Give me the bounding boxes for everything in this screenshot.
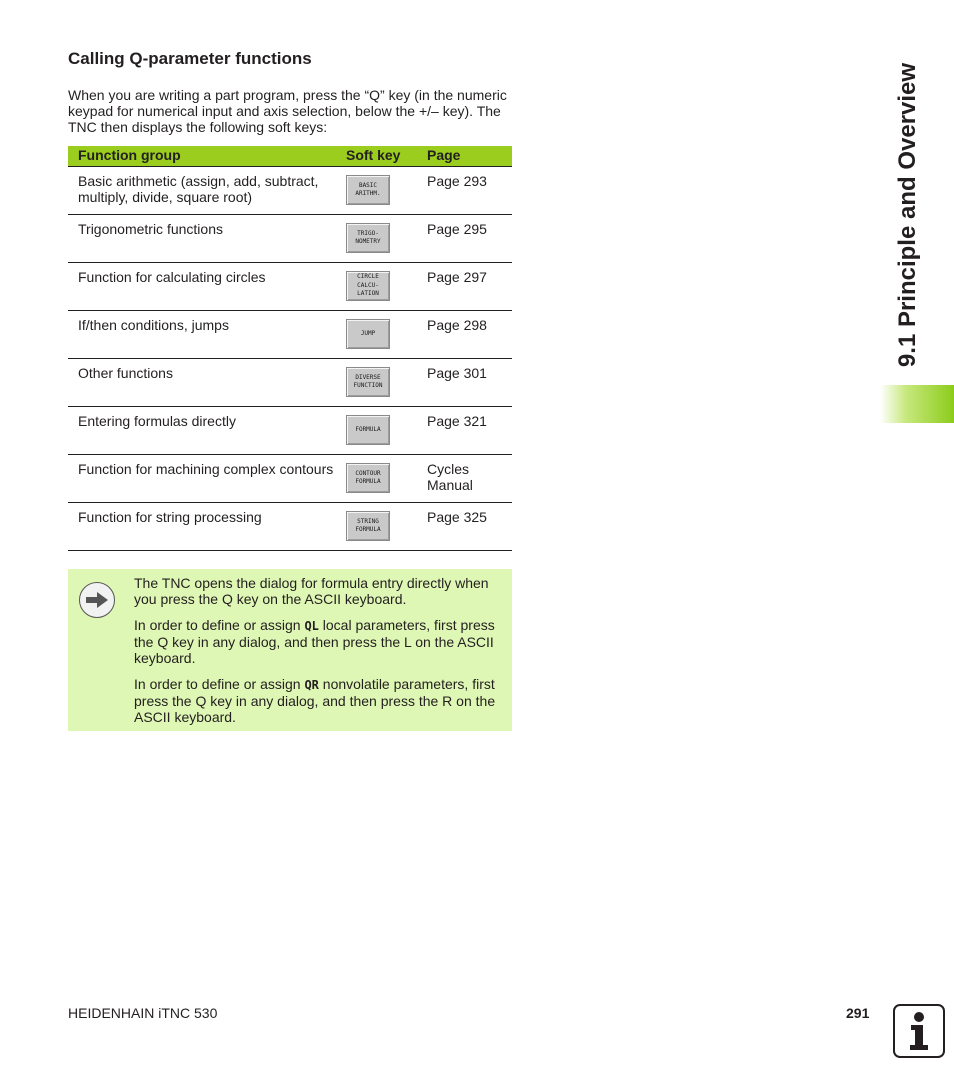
note-paragraph-3 bbox=[134, 676, 502, 725]
intro-paragraph: When you are writing a part program, press the “Q” key (in the numeric keypad for numerical input and axis selection, below the +/– key). The TNC then displays the following soft keys: bbox=[68, 87, 507, 135]
page-reference-cell: Page 297 bbox=[427, 269, 487, 285]
page-title: Calling Q-parameter functions bbox=[68, 49, 312, 68]
soft-key-button[interactable] bbox=[346, 415, 390, 445]
note-paragraph-1: The TNC opens the dialog for formula entry directly when you press the Q key on the ASCII keyboard. bbox=[134, 575, 489, 607]
note-text bbox=[134, 575, 502, 735]
function-group-cell: Function for calculating circles bbox=[78, 269, 266, 285]
header-soft-key: Soft key bbox=[346, 147, 401, 163]
header-page: Page bbox=[427, 147, 461, 163]
soft-key-label: STRING FORMULA bbox=[355, 517, 381, 533]
chapter-title-text: 9.1 Principle and Overview bbox=[894, 62, 921, 368]
function-group-cell: Function for string processing bbox=[78, 509, 262, 525]
soft-key-button[interactable] bbox=[346, 223, 390, 253]
chapter-tab bbox=[880, 385, 954, 423]
code-qr: QR bbox=[304, 678, 319, 692]
soft-key-label: JUMP bbox=[360, 329, 376, 337]
table-header bbox=[68, 146, 512, 167]
page-reference-cell: Page 293 bbox=[427, 173, 487, 189]
table-row bbox=[68, 167, 512, 215]
page-reference-cell: Page 325 bbox=[427, 509, 487, 525]
soft-key-label: DIVERSE FUNCTION bbox=[353, 373, 383, 389]
code-ql: QL bbox=[304, 619, 319, 633]
table-row bbox=[68, 311, 512, 359]
soft-key-button[interactable] bbox=[346, 367, 390, 397]
soft-key-button[interactable] bbox=[346, 319, 390, 349]
page-reference-cell: Page 298 bbox=[427, 317, 487, 333]
function-table bbox=[68, 146, 512, 551]
function-group-cell: Function for machining complex contours bbox=[78, 461, 334, 477]
soft-key-label: CIRCLE CALCU- LATION bbox=[357, 273, 379, 298]
soft-key-label: BASIC ARITHM. bbox=[355, 181, 381, 197]
function-group-cell: Other functions bbox=[78, 365, 173, 381]
function-group-cell: Basic arithmetic (assign, add, subtract, multiply, divide, square root) bbox=[78, 173, 319, 205]
page-reference-cell: Page 321 bbox=[427, 413, 487, 429]
soft-key-label: TRIGO- NOMETRY bbox=[355, 229, 381, 245]
table-row bbox=[68, 263, 512, 311]
info-note bbox=[68, 569, 512, 731]
header-function-group: Function group bbox=[78, 147, 181, 163]
soft-key-label: CONTOUR FORMULA bbox=[355, 469, 381, 485]
note-text-fragment: In order to define or assign bbox=[134, 617, 305, 633]
table-row bbox=[68, 503, 512, 551]
note-text-fragment: nonvolatile parameters, first press the Q key in any dialog, and then press the R on the ASCII keyboard. bbox=[134, 676, 496, 725]
table-row bbox=[68, 455, 512, 503]
function-group-cell: Entering formulas directly bbox=[78, 413, 236, 429]
soft-key-button[interactable] bbox=[346, 175, 390, 205]
page-reference-cell: Page 301 bbox=[427, 365, 487, 381]
arrow-right-icon bbox=[79, 582, 115, 618]
soft-key-button[interactable] bbox=[346, 463, 390, 493]
function-group-cell: If/then conditions, jumps bbox=[78, 317, 229, 333]
page-reference-cell: Page 295 bbox=[427, 221, 487, 237]
table-row bbox=[68, 359, 512, 407]
soft-key-button[interactable] bbox=[346, 271, 390, 301]
table-row bbox=[68, 407, 512, 455]
table-body bbox=[68, 167, 512, 551]
page-number: 291 bbox=[846, 1005, 870, 1021]
chapter-side-title bbox=[877, 45, 939, 385]
info-icon bbox=[893, 1004, 945, 1058]
footer-manual-name: HEIDENHAIN iTNC 530 bbox=[68, 1005, 218, 1021]
function-group-cell: Trigonometric functions bbox=[78, 221, 223, 237]
soft-key-button[interactable] bbox=[346, 511, 390, 541]
table-row bbox=[68, 215, 512, 263]
note-text-fragment: In order to define or assign bbox=[134, 676, 305, 692]
page-reference-cell: Cycles Manual bbox=[427, 461, 473, 493]
note-text-fragment: local parameters, first press the Q key in any dialog, and then press the L on the ASCII keyboard. bbox=[134, 617, 495, 666]
soft-key-label: FORMULA bbox=[355, 425, 381, 433]
note-paragraph-2 bbox=[134, 617, 502, 666]
